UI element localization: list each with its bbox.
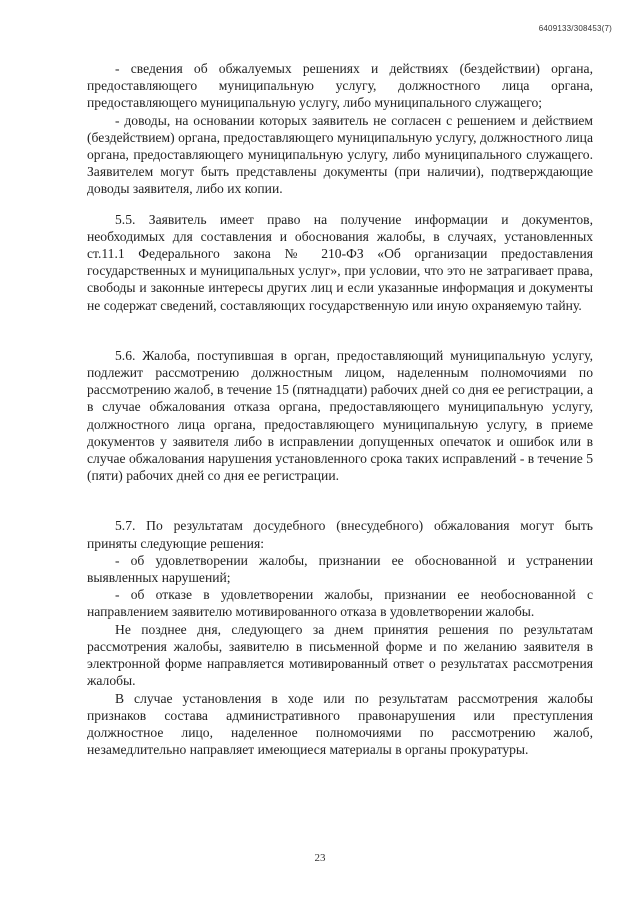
document-id: 6409133/308453(7) [538, 24, 612, 33]
document-body [87, 60, 593, 758]
paragraph-5-5: 5.5. Заявитель имеет право на получение информации и документов, необходимых для составления и обоснования жалобы, в случаях, установленных ст.11.1 Федерального закона № 210-ФЗ «Об организации предоставления государственных и муниципальных услуг», при условии, что это не затрагивает права, свободы и законные интересы других лиц и если указанные информация и документы не содержат сведений, составляющих государственную или иную охраняемую тайну. [87, 211, 593, 313]
paragraph-prosecution: В случае установления в ходе или по результатам рассмотрения жалобы признаков состава административного правонарушения или преступления должностное лицо, наделенное полномочиями по рассмотрению жалоб, незамедлительно направляет имеющиеся материалы в органы прокуратуры. [87, 690, 593, 758]
paragraph-arguments: - доводы, на основании которых заявитель не согласен с решением и действием (бездействием) органа, предоставляющего муниципальную услугу, должностного лица органа, предоставляющего муниципальную услугу, либо муниципального служащего. Заявителем могут быть представлены документы (при наличии), подтверждающие доводы заявителя, либо их копии. [87, 112, 593, 197]
paragraph-decision-satisfy: - об удовлетворении жалобы, признании ее обоснованной и устранении выявленных нарушений; [87, 552, 593, 586]
paragraph-appeal-info: - сведения об обжалуемых решениях и действиях (бездействии) органа, предоставляющего муниципальную услугу, должностного лица органа, предоставляющего муниципальную услугу, либо муниципального служащего; [87, 61, 593, 111]
paragraph-5-7: 5.7. По результатам досудебного (внесудебного) обжалования могут быть приняты следующие решения: [87, 518, 593, 551]
paragraph-5-6: 5.6. Жалоба, поступившая в орган, предоставляющий муниципальную услугу, подлежит рассмотрению должностным лицом, наделенным полномочиями по рассмотрению жалоб, в течение 15 (пятнадцати) рабочих дней со дня ее регистрации, а в случае обжалования отказа органа, предоставляющего муниципальную услугу, должностного лица органа, предоставляющего муниципальную услугу, в приеме документов у заявителя либо в исправлении допущенных опечаток и ошибок или в случае обжалования нарушения установленного срока таких исправлений - в течение 5 (пяти) рабочих дней со дня ее регистрации. [87, 347, 593, 484]
paragraph-response-deadline: Не позднее дня, следующего за днем принятия решения по результатам рассмотрения жалобы, заявителю в письменной форме и по желанию заявителя в электронной форме направляется мотивированный ответ о результатах рассмотрения жалобы. [87, 621, 593, 689]
page-number: 23 [314, 852, 326, 864]
paragraph-decision-refuse: - об отказе в удовлетворении жалобы, признании ее необоснованной с направлением заявителю мотивированного отказа в удовлетворении жалобы. [87, 587, 593, 620]
